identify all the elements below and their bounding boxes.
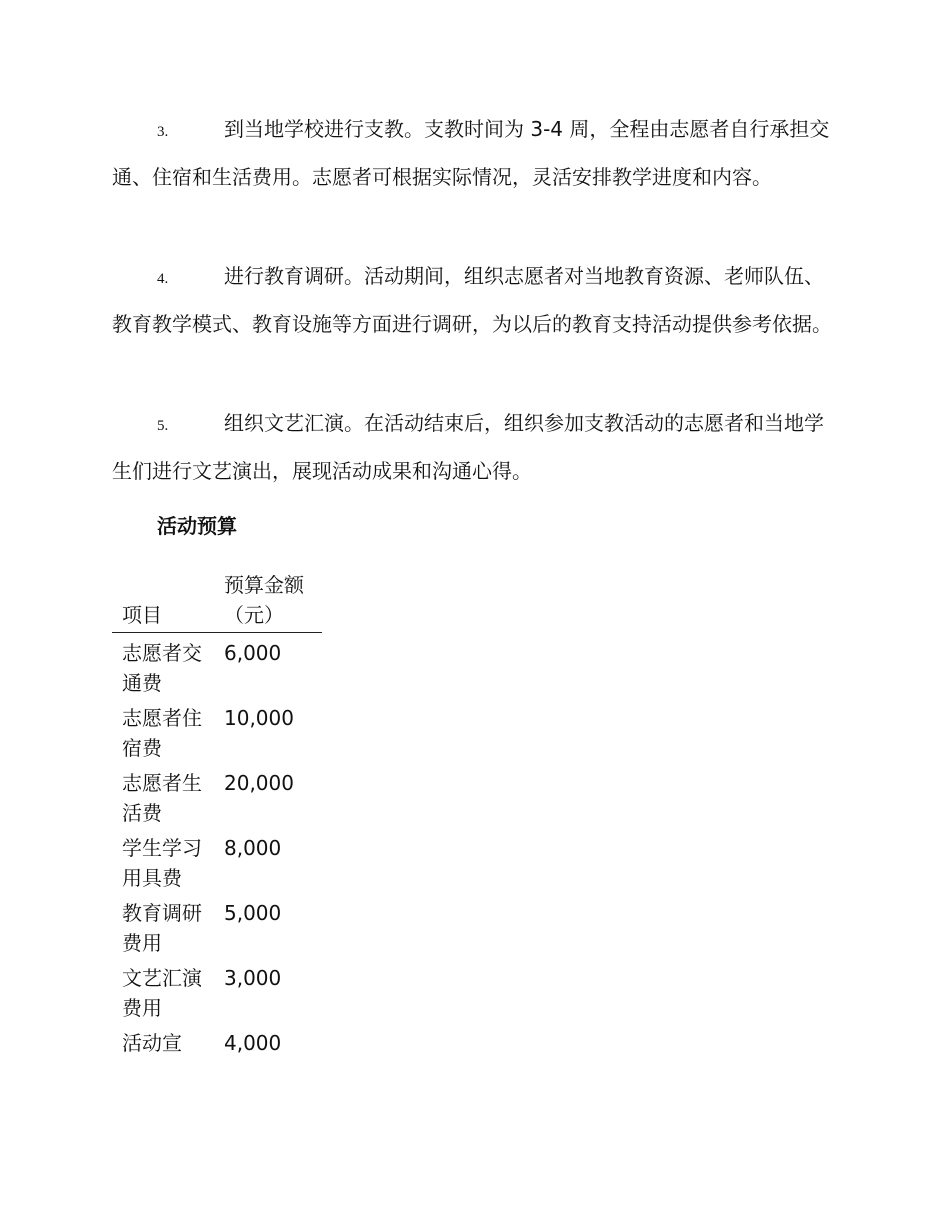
section-heading-budget: 活动预算 <box>157 514 237 538</box>
list-item-number: 4. <box>157 271 169 287</box>
table-header-row <box>112 568 322 633</box>
table-header-amount: 预算金额（元） <box>214 568 322 633</box>
list-item-text: 进行教育调研。活动期间，组织志愿者对当地教育资源、老师队伍、教育教学模式、教育设施等方面进行调研，为以后的教育支持活动提供参考依据。 <box>112 264 832 336</box>
list-item-4 <box>112 254 832 347</box>
budget-table <box>112 568 322 1058</box>
table-cell-amount: 6,000 <box>224 641 282 665</box>
table-row <box>112 893 322 958</box>
list-item-number: 5. <box>157 418 169 434</box>
list-item-number: 3. <box>157 124 169 140</box>
table-cell-amount: 20,000 <box>224 771 294 795</box>
table-header-item: 项目 <box>112 568 214 633</box>
table-cell-amount: 4,000 <box>224 1031 282 1055</box>
table-cell-item: 学生学习用具费 <box>122 836 202 890</box>
table-row <box>112 958 322 1023</box>
table-row <box>112 633 322 699</box>
table-row <box>112 828 322 893</box>
list-item-5 <box>112 401 832 494</box>
table-cell-item: 志愿者生活费 <box>122 771 202 825</box>
table-cell-amount: 8,000 <box>224 836 282 860</box>
table-cell-amount: 10,000 <box>224 706 294 730</box>
table-row <box>112 698 322 763</box>
table-cell-item: 志愿者住宿费 <box>122 706 202 760</box>
table-cell-item: 志愿者交通费 <box>122 641 202 695</box>
table-cell-item: 活动宣 <box>122 1031 182 1055</box>
table-cell-amount: 3,000 <box>224 966 282 990</box>
list-item-text: 组织文艺汇演。在活动结束后，组织参加支教活动的志愿者和当地学生们进行文艺演出，展现活动成果和沟通心得。 <box>112 411 824 483</box>
list-item-3 <box>112 107 832 200</box>
list-item-text: 到当地学校进行支教。支教时间为 3-4 周，全程由志愿者自行承担交通、住宿和生活费用。志愿者可根据实际情况，灵活安排教学进度和内容。 <box>112 117 830 189</box>
table-cell-amount: 5,000 <box>224 901 282 925</box>
table-row <box>112 1023 322 1058</box>
table-row <box>112 763 322 828</box>
table-cell-item: 文艺汇演费用 <box>122 966 202 1020</box>
table-cell-item: 教育调研费用 <box>122 901 202 955</box>
